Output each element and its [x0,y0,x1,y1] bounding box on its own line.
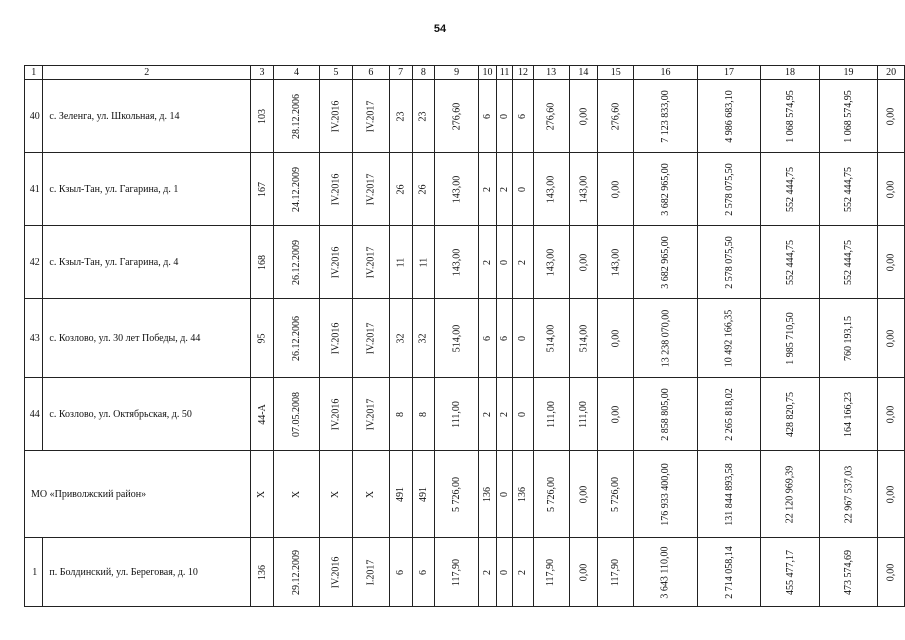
cell-c17 [697,451,761,538]
cell-value-c6: I.2017 [365,559,377,585]
cell-value-c6: IV.2017 [365,173,377,205]
cell-c19 [819,378,878,451]
cell-c12 [513,378,533,451]
cell-c18 [761,299,820,378]
column-number-6: 6 [352,66,389,80]
cell-value-c12: 136 [517,486,529,502]
cell-value-c9: 143,00 [451,248,463,276]
column-number-10: 10 [479,66,497,80]
cell-c3 [251,378,274,451]
cell-value-c12: 6 [517,113,529,119]
cell-c9 [435,80,479,153]
cell-c5 [320,153,353,226]
cell-value-c10: 2 [481,259,493,265]
cell-value-c16: 3 682 965,00 [660,162,672,216]
cell-c7 [389,378,412,451]
cell-c14 [569,226,598,299]
cell-value-c15: 0,00 [610,405,622,423]
column-number-8: 8 [412,66,435,80]
cell-c12 [513,538,533,607]
cell-value-c6: X [365,490,377,498]
cell-value-c10: 6 [481,113,493,119]
cell-value-c18: 22 120 969,39 [784,465,796,523]
cell-value-c5: IV.2016 [330,173,342,205]
cell-value-c19: 1 068 574,95 [843,89,855,143]
cell-value-c14: 111,00 [577,400,589,428]
cell-value-c18: 552 444,75 [784,239,796,285]
cell-c8 [412,153,435,226]
cell-c12 [513,153,533,226]
cell-value-c18: 428 820,75 [784,391,796,437]
cell-c14 [569,80,598,153]
cell-c12 [513,451,533,538]
cell-value-c9: 276,60 [451,102,463,130]
cell-c15 [598,378,634,451]
column-number-20: 20 [878,66,905,80]
cell-c14 [569,378,598,451]
column-number-18: 18 [761,66,820,80]
cell-c15 [598,226,634,299]
cell-value-c16: 176 933 400,00 [660,462,672,526]
cell-c9 [435,538,479,607]
cell-c14 [569,451,598,538]
cell-c3 [251,80,274,153]
cell-c17 [697,378,761,451]
cell-value-c3: 168 [256,254,268,270]
cell-c13 [533,538,569,607]
cell-value-c14: 0,00 [577,107,589,125]
cell-value-c3: 95 [256,333,268,343]
cell-c10 [479,226,497,299]
cell-c20 [878,451,905,538]
cell-c17 [697,80,761,153]
cell-value-c4: 24.12.2009 [291,166,303,212]
cell-c5 [320,378,353,451]
cell-c4 [274,299,320,378]
cell-c15 [598,451,634,538]
cell-c11 [496,538,513,607]
cell-c18 [761,451,820,538]
cell-c13 [533,80,569,153]
cell-value-c16: 13 238 070,00 [660,309,672,367]
address-cell: п. Болдинский, ул. Береговая, д. 10 [43,538,251,607]
subtotal-label: МО «Приволжский район» [25,451,251,538]
column-number-2: 2 [43,66,251,80]
cell-value-c13: 276,60 [545,102,557,130]
cell-c9 [435,451,479,538]
cell-value-c12: 2 [517,259,529,265]
cell-c14 [569,538,598,607]
cell-c6 [352,451,389,538]
cell-value-c6: IV.2017 [365,100,377,132]
cell-value-c19: 473 574,69 [843,549,855,595]
column-number-16: 16 [634,66,698,80]
cell-c19 [819,226,878,299]
column-number-4: 4 [274,66,320,80]
cell-value-c10: 2 [481,569,493,575]
table-row [25,226,905,299]
column-number-9: 9 [435,66,479,80]
cell-c9 [435,153,479,226]
cell-value-c15: 276,60 [610,102,622,130]
table-row [25,299,905,378]
cell-value-c12: 0 [517,186,529,192]
cell-c20 [878,299,905,378]
column-number-13: 13 [533,66,569,80]
column-number-3: 3 [251,66,274,80]
cell-c13 [533,226,569,299]
cell-c3 [251,451,274,538]
cell-c15 [598,80,634,153]
cell-c18 [761,153,820,226]
cell-value-c20: 0,00 [885,329,897,347]
cell-value-c4: X [291,490,303,498]
cell-value-c6: IV.2017 [365,322,377,354]
cell-value-c9: 111,00 [451,400,463,428]
column-number-header-row [25,66,905,80]
cell-value-c4: 26.12.2006 [291,315,303,361]
cell-value-c7: 23 [395,111,407,121]
cell-value-c6: IV.2017 [365,398,377,430]
address-cell: с. Зеленга, ул. Школьная, д. 14 [43,80,251,153]
cell-value-c8: 6 [417,569,429,575]
cell-value-c8: 32 [417,333,429,343]
cell-value-c3: 136 [256,564,268,580]
cell-c3 [251,153,274,226]
cell-value-c5: X [330,490,342,498]
cell-c6 [352,226,389,299]
cell-c16 [634,378,698,451]
cell-value-c9: 143,00 [451,175,463,203]
cell-value-c12: 0 [517,335,529,341]
cell-c7 [389,80,412,153]
cell-value-c8: 11 [417,257,429,267]
cell-c6 [352,299,389,378]
cell-value-c14: 0,00 [577,563,589,581]
cell-value-c4: 26.12.2009 [291,239,303,285]
cell-c20 [878,80,905,153]
column-number-14: 14 [569,66,598,80]
cell-c11 [496,378,513,451]
cell-value-c17: 2 578 075,50 [723,162,735,216]
cell-value-c10: 2 [481,186,493,192]
cell-value-c10: 6 [481,335,493,341]
cell-value-c15: 117,90 [610,558,622,586]
cell-c18 [761,378,820,451]
cell-value-c19: 22 967 537,03 [843,465,855,523]
cell-value-c5: IV.2016 [330,398,342,430]
cell-value-c20: 0,00 [885,107,897,125]
cell-value-c5: IV.2016 [330,322,342,354]
housing-program-table [24,65,905,607]
cell-value-c7: 8 [395,411,407,417]
cell-c20 [878,153,905,226]
cell-c11 [496,226,513,299]
cell-c19 [819,299,878,378]
cell-value-c15: 0,00 [610,180,622,198]
cell-value-c15: 143,00 [610,248,622,276]
cell-c9 [435,378,479,451]
cell-c20 [878,538,905,607]
cell-value-c13: 143,00 [545,248,557,276]
cell-c9 [435,226,479,299]
cell-c20 [878,226,905,299]
cell-c13 [533,451,569,538]
cell-value-c8: 8 [417,411,429,417]
cell-c13 [533,378,569,451]
cell-value-c3: 103 [256,108,268,124]
cell-c18 [761,538,820,607]
cell-value-c4: 07.05.2008 [291,391,303,437]
cell-value-c20: 0,00 [885,405,897,423]
row-number: 41 [25,153,43,226]
address-cell: с. Козлово, ул. 30 лет Победы, д. 44 [43,299,251,378]
cell-c8 [412,299,435,378]
cell-value-c7: 6 [395,569,407,575]
cell-value-c13: 514,00 [545,324,557,352]
cell-c12 [513,80,533,153]
cell-c10 [479,538,497,607]
table-row [25,80,905,153]
cell-value-c3: 44-А [256,403,268,425]
cell-value-c14: 514,00 [577,324,589,352]
cell-c13 [533,153,569,226]
cell-c7 [389,299,412,378]
cell-value-c14: 0,00 [577,253,589,271]
cell-c19 [819,451,878,538]
cell-value-c8: 23 [417,111,429,121]
row-number: 43 [25,299,43,378]
cell-value-c16: 3 682 965,00 [660,235,672,289]
cell-c17 [697,538,761,607]
cell-value-c19: 552 444,75 [843,166,855,212]
cell-value-c17: 2 265 818,02 [723,387,735,441]
cell-value-c17: 10 492 166,35 [723,309,735,367]
cell-c5 [320,80,353,153]
column-number-11: 11 [496,66,513,80]
cell-value-c20: 0,00 [885,485,897,503]
cell-c5 [320,299,353,378]
cell-c8 [412,226,435,299]
cell-value-c17: 131 844 893,58 [723,462,735,526]
column-number-7: 7 [389,66,412,80]
cell-c19 [819,538,878,607]
cell-value-c8: 491 [417,486,429,502]
table-row [25,538,905,607]
cell-value-c16: 7 123 833,00 [660,89,672,143]
cell-value-c9: 117,90 [451,558,463,586]
cell-value-c20: 0,00 [885,563,897,581]
cell-c6 [352,538,389,607]
row-number: 1 [25,538,43,607]
cell-c7 [389,538,412,607]
cell-c4 [274,451,320,538]
cell-value-c16: 3 643 110,00 [660,545,672,599]
cell-value-c7: 26 [395,184,407,194]
cell-value-c5: IV.2016 [330,100,342,132]
cell-value-c7: 11 [395,257,407,267]
row-number: 42 [25,226,43,299]
column-number-19: 19 [819,66,878,80]
cell-value-c6: IV.2017 [365,246,377,278]
cell-c15 [598,299,634,378]
cell-c16 [634,538,698,607]
cell-c14 [569,153,598,226]
cell-c4 [274,378,320,451]
cell-c12 [513,226,533,299]
cell-value-c11: 0 [499,259,511,265]
cell-value-c11: 2 [499,186,511,192]
cell-c5 [320,226,353,299]
cell-value-c5: IV.2016 [330,556,342,588]
cell-value-c13: 117,90 [545,558,557,586]
address-cell: с. Козлово, ул. Октябрьская, д. 50 [43,378,251,451]
cell-value-c12: 0 [517,411,529,417]
cell-value-c3: X [256,490,268,498]
cell-c17 [697,153,761,226]
cell-c20 [878,378,905,451]
cell-c3 [251,538,274,607]
cell-c7 [389,226,412,299]
cell-c19 [819,153,878,226]
cell-value-c11: 0 [499,113,511,119]
cell-c16 [634,226,698,299]
cell-c6 [352,153,389,226]
cell-value-c14: 143,00 [577,175,589,203]
cell-value-c4: 29.12.2009 [291,549,303,595]
row-number: 44 [25,378,43,451]
cell-value-c13: 143,00 [545,175,557,203]
cell-value-c12: 2 [517,569,529,575]
cell-value-c14: 0,00 [577,485,589,503]
cell-value-c19: 760 193,15 [843,315,855,361]
column-number-12: 12 [513,66,533,80]
table-row [25,378,905,451]
cell-c16 [634,153,698,226]
cell-value-c3: 167 [256,181,268,197]
cell-c4 [274,226,320,299]
cell-value-c5: IV.2016 [330,246,342,278]
cell-c8 [412,451,435,538]
column-number-15: 15 [598,66,634,80]
subtotal-row [25,451,905,538]
cell-c4 [274,80,320,153]
cell-c6 [352,378,389,451]
cell-value-c11: 2 [499,411,511,417]
cell-c10 [479,153,497,226]
cell-c18 [761,80,820,153]
cell-c10 [479,451,497,538]
cell-c5 [320,451,353,538]
cell-c7 [389,153,412,226]
cell-value-c7: 491 [395,486,407,502]
cell-c11 [496,299,513,378]
cell-c17 [697,226,761,299]
cell-c3 [251,299,274,378]
cell-value-c10: 2 [481,411,493,417]
cell-c6 [352,80,389,153]
cell-c8 [412,80,435,153]
cell-c7 [389,451,412,538]
address-cell: с. Кзыл-Тан, ул. Гагарина, д. 1 [43,153,251,226]
cell-c16 [634,451,698,538]
cell-value-c20: 0,00 [885,180,897,198]
cell-c16 [634,299,698,378]
cell-value-c19: 552 444,75 [843,239,855,285]
cell-c3 [251,226,274,299]
cell-c15 [598,538,634,607]
cell-c14 [569,299,598,378]
cell-value-c8: 26 [417,184,429,194]
cell-value-c18: 1 068 574,95 [784,89,796,143]
cell-c10 [479,299,497,378]
cell-value-c4: 28.12.2006 [291,93,303,139]
cell-value-c19: 164 166,23 [843,391,855,437]
cell-value-c17: 2 714 058,14 [723,545,735,599]
cell-value-c7: 32 [395,333,407,343]
column-number-17: 17 [697,66,761,80]
cell-value-c11: 6 [499,335,511,341]
cell-value-c9: 5 726,00 [451,476,463,512]
cell-c16 [634,80,698,153]
cell-c19 [819,80,878,153]
cell-c11 [496,153,513,226]
cell-c12 [513,299,533,378]
cell-c10 [479,80,497,153]
cell-value-c18: 552 444,75 [784,166,796,212]
cell-value-c16: 2 858 805,00 [660,387,672,441]
cell-value-c10: 136 [481,486,493,502]
cell-value-c13: 111,00 [545,400,557,428]
cell-c4 [274,538,320,607]
cell-c8 [412,378,435,451]
cell-c15 [598,153,634,226]
cell-value-c20: 0,00 [885,253,897,271]
cell-value-c9: 514,00 [451,324,463,352]
cell-c9 [435,299,479,378]
cell-c8 [412,538,435,607]
cell-value-c18: 455 477,17 [784,549,796,595]
cell-value-c15: 0,00 [610,329,622,347]
cell-c13 [533,299,569,378]
cell-c18 [761,226,820,299]
cell-value-c11: 0 [499,569,511,575]
cell-c10 [479,378,497,451]
page-number: 54 [433,23,447,35]
address-cell: с. Кзыл-Тан, ул. Гагарина, д. 4 [43,226,251,299]
row-number: 40 [25,80,43,153]
cell-value-c15: 5 726,00 [610,476,622,512]
cell-c11 [496,451,513,538]
cell-value-c17: 2 578 075,50 [723,235,735,289]
cell-value-c17: 4 986 683,10 [723,89,735,143]
column-number-1: 1 [25,66,43,80]
cell-value-c11: 0 [499,491,511,497]
cell-c17 [697,299,761,378]
cell-value-c18: 1 985 710,50 [784,311,796,365]
cell-c4 [274,153,320,226]
column-number-5: 5 [320,66,353,80]
cell-c5 [320,538,353,607]
cell-c11 [496,80,513,153]
table-row [25,153,905,226]
cell-value-c13: 5 726,00 [545,476,557,512]
